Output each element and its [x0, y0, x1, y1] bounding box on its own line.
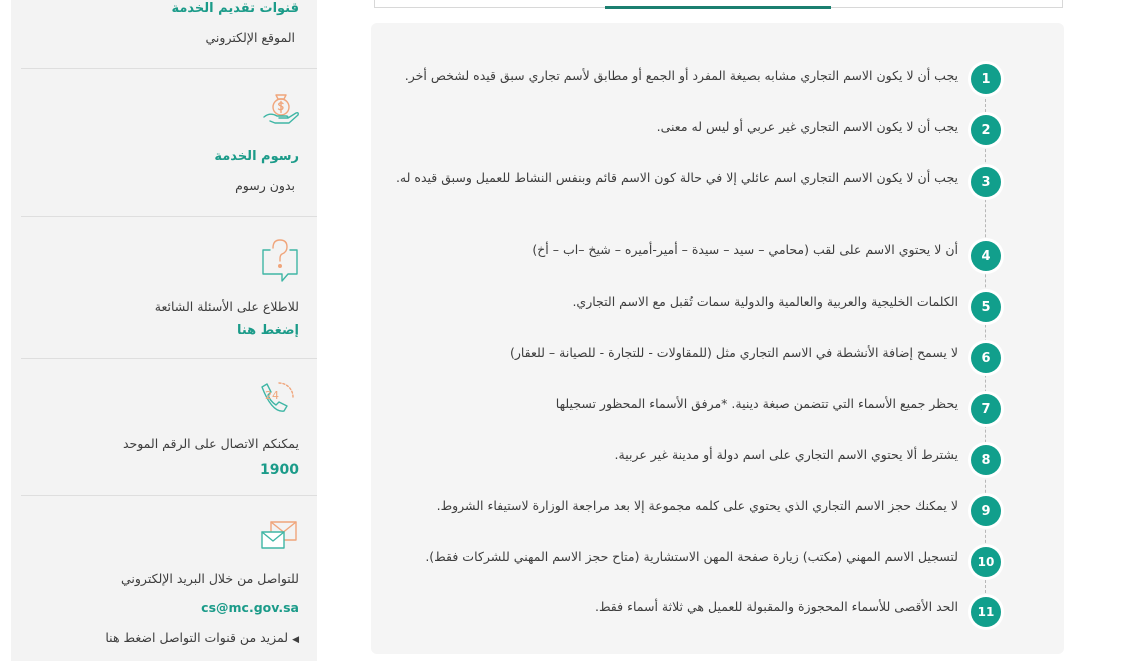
step-number: 6	[971, 343, 1001, 373]
question-chat-icon	[259, 238, 301, 288]
conditions-card	[371, 23, 1064, 654]
condition-text: يجب أن لا يكون الاسم التجاري غير عربي أو ليس له معنى.	[656, 119, 958, 134]
more-channels-link[interactable]	[105, 630, 299, 645]
condition-text: يحظر جميع الأسماء التي تتضمن صبغة دينية. *مرفق الأسماء المحظور تسجيلها	[555, 396, 958, 411]
condition-text: الحد الأقصى للأسماء المحجوزة والمقبولة للعميل هي ثلاثة أسماء فقط.	[594, 599, 958, 614]
condition-text: لا يسمح إضافة الأنشطة في الاسم التجاري مثل (للمقاولات - للتجارة - للصيانة – للعقار)	[509, 345, 958, 360]
fees-section	[21, 69, 317, 217]
step-number: 11	[971, 597, 1001, 627]
step-number: 1	[971, 64, 1001, 94]
phone-24-icon	[257, 379, 299, 423]
step-number: 7	[971, 394, 1001, 424]
caret-left-icon: ◀	[292, 635, 299, 645]
step-number: 5	[971, 292, 1001, 322]
email-icon	[259, 518, 299, 558]
faq-link[interactable]: إضغط هنا	[236, 323, 299, 338]
step-number: 10	[971, 547, 1001, 577]
condition-text: يجب أن لا يكون الاسم التجاري اسم عائلي إلا في حالة كون الاسم قائم وبنفس النشاط للعميل وسبق قيده له.	[395, 170, 958, 185]
condition-text: يجب أن لا يكون الاسم التجاري مشابه بصيغة المفرد أو الجمع أو مطابق لأسم تجاري سبق قيده لشخص أخر.	[404, 68, 958, 83]
step-number: 2	[971, 115, 1001, 145]
tabs-bar	[374, 0, 1063, 8]
fees-title: رسوم الخدمة	[214, 149, 299, 164]
email-address[interactable]: cs@mc.gov.sa	[201, 600, 299, 615]
condition-text: لتسجيل الاسم المهني (مكتب) زيارة صفحة المهن الاستشارية (متاح حجز الاسم المهني للشركات فقط).	[425, 549, 958, 564]
active-tab-indicator[interactable]	[605, 6, 831, 9]
faq-text: للاطلاع على الأسئلة الشائعة	[154, 299, 299, 314]
step-number: 3	[971, 167, 1001, 197]
condition-text: أن لا يحتوي الاسم على لقب (محامي – سيد – سيدة – أمير-أميره – شيخ –اب – أخ)	[532, 242, 958, 257]
more-channels-label: لمزيد من قنوات التواصل اضغط هنا	[105, 630, 289, 645]
step-number: 4	[971, 241, 1001, 271]
money-hand-icon	[261, 89, 301, 133]
phone-text: يمكنكم الاتصال على الرقم الموحد	[122, 436, 299, 451]
condition-text: لا يمكنك حجز الاسم التجاري الذي يحتوي على كلمه مجموعة إلا بعد مراجعة الوزارة لاستيفاء الشروط.	[436, 498, 958, 513]
faq-section	[21, 217, 317, 359]
email-section	[21, 496, 317, 661]
phone-24-label: 24	[265, 389, 279, 402]
condition-text: يشترط ألا يحتوي الاسم التجاري على اسم دولة أو مدينة غير عربية.	[614, 447, 958, 462]
phone-section	[21, 359, 317, 496]
email-text: للتواصل من خلال البريد الإلكتروني	[120, 571, 299, 586]
fees-value: بدون رسوم	[235, 178, 295, 193]
channels-title: قنوات تقديم الخدمة	[171, 1, 299, 16]
channels-section	[21, 0, 317, 69]
step-number: 8	[971, 445, 1001, 475]
phone-number[interactable]: 1900	[260, 462, 299, 478]
sidebar	[11, 0, 317, 661]
condition-text: الكلمات الخليجية والعربية والعالمية والدولية سمات تُقبل مع الاسم التجاري.	[572, 294, 958, 309]
channels-value: الموقع الإلكتروني	[205, 30, 295, 45]
step-number: 9	[971, 496, 1001, 526]
